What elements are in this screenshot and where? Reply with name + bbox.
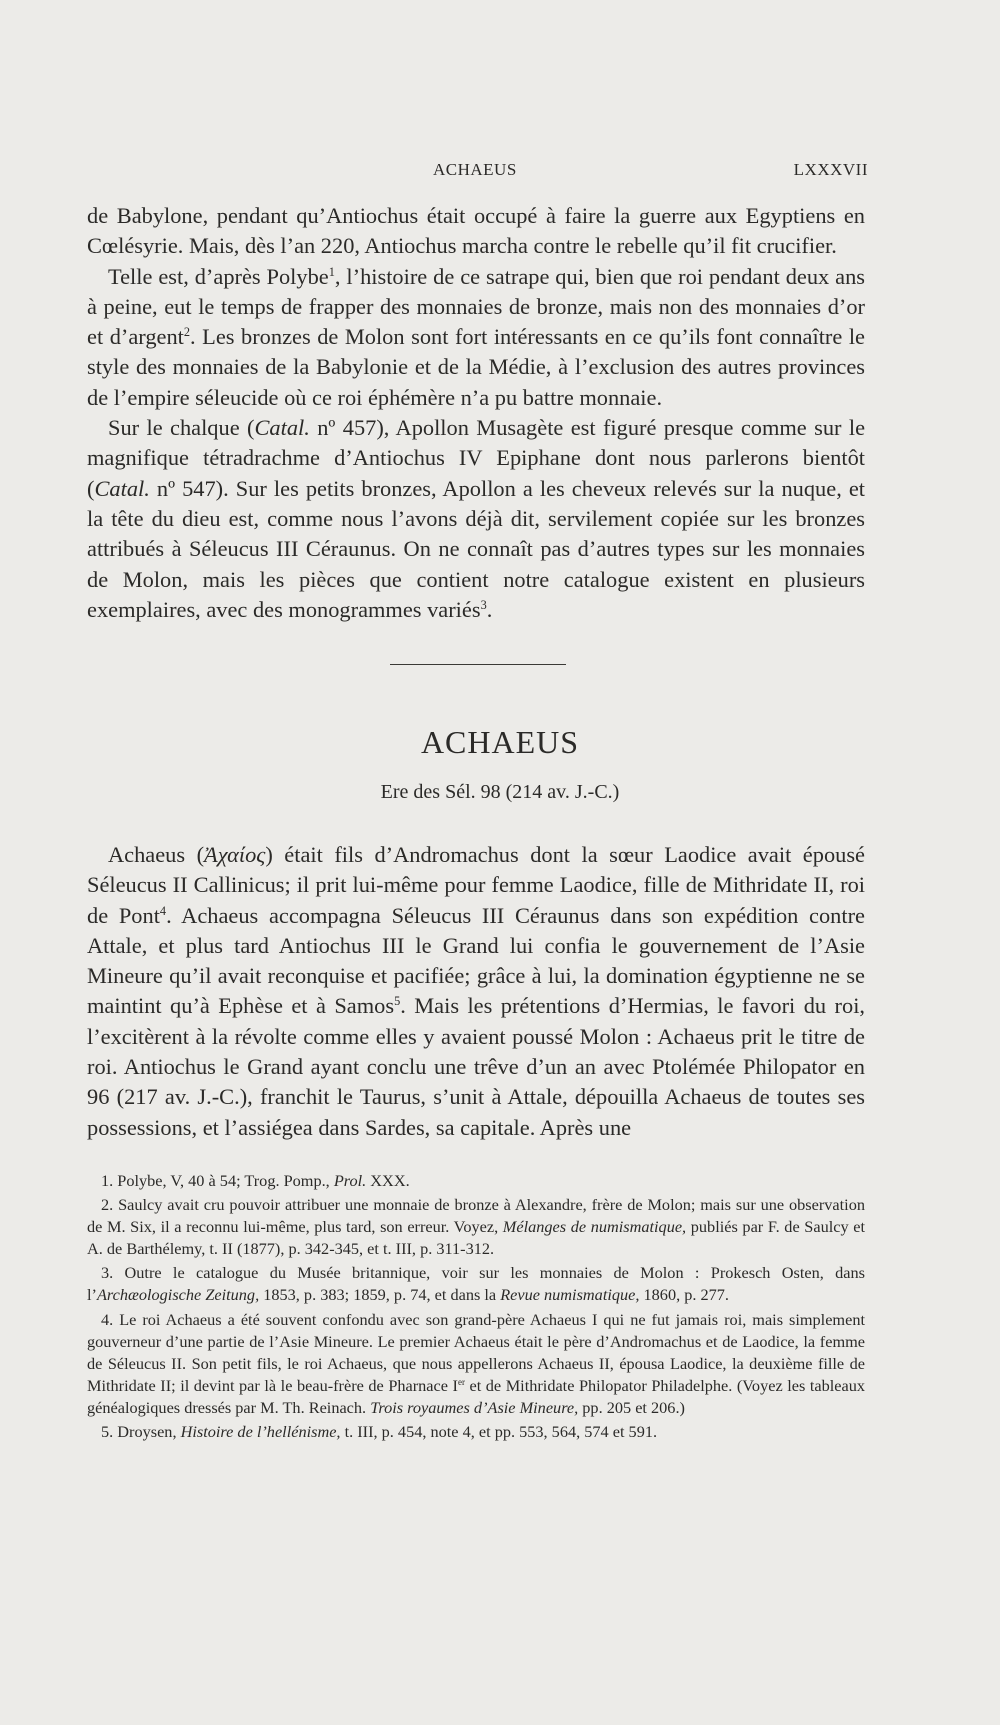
footnote-4-italic: Trois royaumes d’Asie Mineure, <box>370 1397 579 1417</box>
footnote-5-italic: Histoire de l’hellénisme, <box>180 1422 341 1442</box>
footnote-1-text-a: 1. Polybe, V, 40 à 54; Trog. Pomp., <box>101 1171 334 1190</box>
footnote-5-text-b: t. III, p. 454, note 4, et pp. 553, 564, 574 et 591. <box>340 1422 658 1442</box>
footnote-ref-2: 2 <box>183 325 191 340</box>
paragraph-achaeus <box>87 840 865 1143</box>
running-head <box>90 160 868 184</box>
paragraph-3 <box>87 413 865 625</box>
footnote-ref-3: 3 <box>480 597 487 612</box>
footnote-1-text-b: XXX. <box>366 1171 410 1190</box>
footnote-4-text-a: 4. Le roi Achaeus a été souvent confondu avec son grand-père Achaeus I qui ne fut jamais roi, mais simplement gouverneur d’une partie de l’Asie Mineure. Le premier Achaeus était le père d’Andromachus et de Laodice, la femme de Séleucus II. Son petit fils, le roi Achaeus, que nous appellerons Achaeus II, épousa Laodice, la deuxième fille de Mithridate II; il devint par là le beau-frère de Pharnace I <box>87 1309 865 1395</box>
paragraph-2-text-a: Telle est, d’après Polybe <box>108 263 329 289</box>
footnote-2 <box>87 1194 865 1260</box>
footnote-1-italic: Prol. <box>333 1171 367 1190</box>
body-text-block-1 <box>87 201 865 625</box>
footnote-ref-1: 1 <box>328 264 335 279</box>
paragraph-2-text-b: , l’histoire de ce satrape qui, bien que roi pendant deux ans à peine, eut le temps de frapper des monnaies de bronze, mais non des monnaies d’or et d’argent <box>87 263 865 350</box>
footnote-3-text-c: 1860, p. 277. <box>639 1285 729 1305</box>
section-title: ACHAEUS <box>420 724 580 760</box>
footnote-5 <box>87 1421 865 1443</box>
catalogue-ref-2: Catal. <box>94 475 150 501</box>
body-text-block-2 <box>87 840 865 1143</box>
paragraph-3-text-c: nº 547). Sur les petits bronzes, Apollon a les cheveux relevés sur la nuque, et la tête du dieu est, comme nous l’avons déjà dit, servilement copiée sur les bronzes attribués à Séleucus III Céraunus. On ne connaît pas d’autres types sur les monnaies de Molon, mais les pièces que contient notre catalogue existent en plusieurs exemplaires, avec des monogrammes variés <box>87 475 865 622</box>
page-number: LXXXVII <box>793 160 868 179</box>
footnote-3-italic-2: Revue numismatique, <box>500 1285 640 1305</box>
paragraph-achaeus-text-d: . Mais les prétentions d’Hermias, le favori du roi, l’excitèrent à la révolte comme elles y avaient poussé Molon : Achaeus prit le titre de roi. Antiochus le Grand ayant conclu une trêve d’un an avec Ptolémée Philopator en 96 (217 av. J.-C.), franchit le Taurus, s’unit à Attale, dépouilla Achaeus de toutes ses possessions, et l’assiégea dans Sardes, sa capitale. Après une <box>87 993 866 1140</box>
section-divider <box>390 664 566 665</box>
footnotes <box>87 1170 865 1443</box>
footnote-1 <box>87 1170 865 1192</box>
footnote-ref-5: 5 <box>394 994 401 1009</box>
footnote-4-superscript: er <box>457 1377 465 1388</box>
footnote-4 <box>87 1309 865 1419</box>
footnote-4-text-b: et de Mithridate Philopator Philadelphe. (Voyez les tableaux généalogiques dressés par M. Th. Reinach. <box>87 1375 866 1417</box>
paragraph-achaeus-text-c: . Achaeus accompagna Séleucus III Céraunus dans son expédition contre Attale, et plus tard Antiochus III le Grand lui confia le gouvernement de l’Asie Mineure qu’il avait reconquise et pacifiée; grâce à lui, la domination égyptienne ne se maintint qu’à Ephèse et à Samos <box>87 902 865 1019</box>
paragraph-2 <box>87 262 865 413</box>
paragraph-3-text-d: . <box>486 596 493 622</box>
footnote-5-text-a: 5. Droysen, <box>101 1422 181 1442</box>
footnote-3-text-a: 3. Outre le catalogue du Musée britannique, voir sur les monnaies de Molon : Prokesch Osten, dans l’ <box>87 1263 865 1305</box>
catalogue-ref-1: Catal. <box>254 415 310 441</box>
paragraph-1-text: de Babylone, pendant qu’Antiochus était occupé à faire la guerre aux Egyptiens en Cœlésyrie. Mais, dès l’an 220, Antiochus marcha contre le rebelle qu’il fit crucifier. <box>87 203 865 259</box>
footnote-2-text-a: 2. Saulcy avait cru pouvoir attribuer une monnaie de bronze à Alexandre, frère de Molon; mais sur une observation de M. Six, il a reconnu lui-même, plus tard, son erreur. Voyez, <box>87 1195 865 1237</box>
paragraph-2-text-c: . Les bronzes de Molon sont fort intéressants en ce qu’ils font connaître le style des monnaies de la Babylonie et de la Médie, à l’exclusion des autres provinces de l’empire séleucide où ce roi éphémère n’a pu battre monnaie. <box>87 324 865 410</box>
footnote-4-text-c: pp. 205 et 206.) <box>578 1397 685 1417</box>
section-date: Ere des Sél. 98 (214 av. J.-C.) <box>380 781 620 803</box>
paragraph-3-text-a: Sur le chalque ( <box>108 415 255 441</box>
paragraph-3-text-b: nº 457), Apollon Musagète est figuré presque comme sur le magnifique tétradrachme d’Antiochus IV Epiphane dont nous parlerons bientôt ( <box>87 415 866 501</box>
running-head-title: ACHAEUS <box>433 160 517 179</box>
footnote-3-text-b: 1853, p. 383; 1859, p. 74, et dans la <box>259 1285 501 1305</box>
paragraph-achaeus-text-b: ) était fils d’Andromachus dont la sœur Laodice avait épousé Séleucus II Callinicus; il prit lui-même pour femme Laodice, fille de Mithridate II, roi de Pont <box>87 842 865 928</box>
greek-name: Ἀχαίος <box>204 842 266 867</box>
footnote-3 <box>87 1262 865 1306</box>
footnote-2-italic: Mélanges de numismatique, <box>502 1217 687 1237</box>
footnote-3-italic-1: Archæologische Zeitung, <box>96 1285 260 1305</box>
paragraph-1 <box>87 201 865 262</box>
paragraph-achaeus-text-a: Achaeus ( <box>108 842 205 867</box>
footnote-ref-4: 4 <box>159 903 167 918</box>
footnote-2-text-b: publiés par F. de Saulcy et A. de Barthélemy, t. II (1877), p. 342-345, et t. III, p. 311-312. <box>87 1217 865 1259</box>
